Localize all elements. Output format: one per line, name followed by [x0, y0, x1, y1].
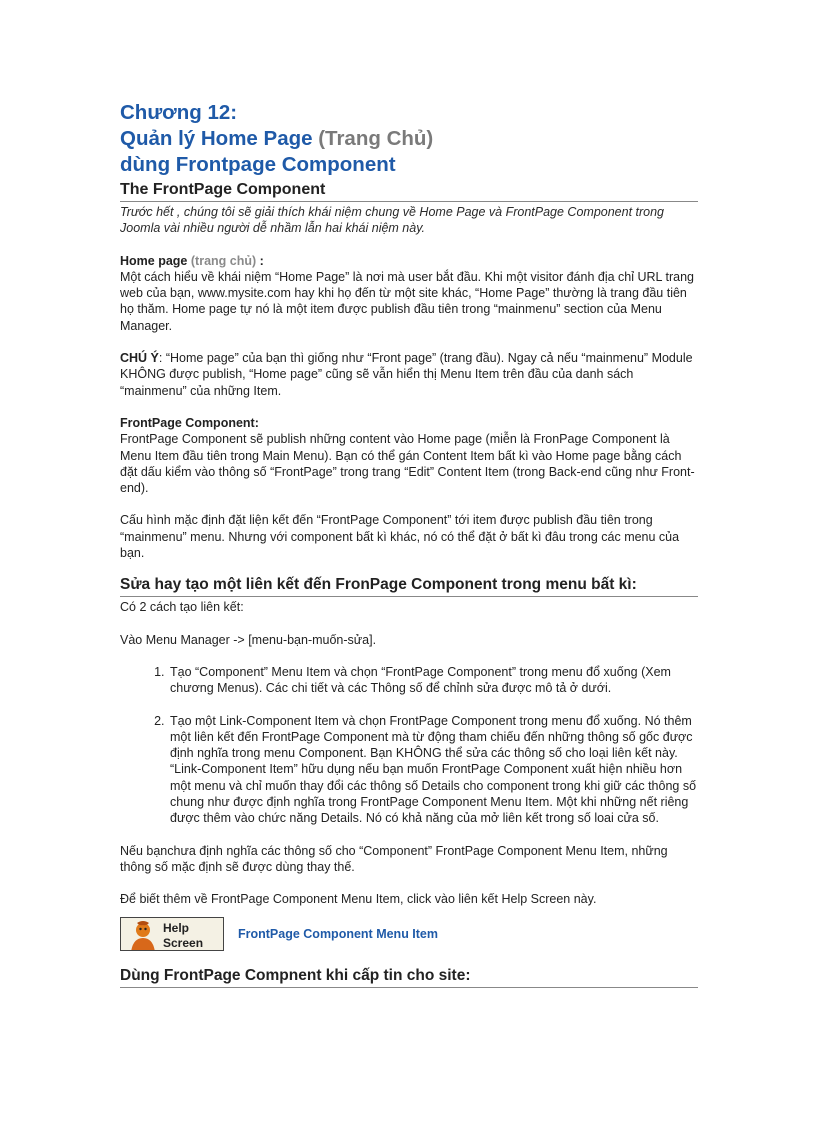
chapter-title-main: Quản lý Home Page	[120, 127, 313, 150]
help-screen-button[interactable]	[120, 917, 224, 951]
help-person-icon	[127, 920, 159, 951]
list-item: 1. Tạo “Component” Menu Item và chọn “FrontPage Component” trong menu đổ xuống (Xem chương Menus). Các chi tiết và các Thông số để chỉnh sửa được mô tả ở dưới.	[168, 664, 698, 697]
note-paragraph: CHÚ Ý: “Home page” của bạn thì giống như “Front page” (trang đầu). Ngay cả nếu “mainmenu” Module KHÔNG được publish, “Home page” cũng sẽ vẫn hiển thị Menu Item trên đầu của danh sách “mainmenu” của những Item.	[120, 351, 693, 398]
default-params-paragraph: Nếu bạnchưa định nghĩa các thông số cho “Component” FrontPage Component Menu Item, những thông số mặc định sẽ được dùng thay thế.	[120, 843, 668, 874]
frontpage-component-label: FrontPage Component:	[120, 415, 259, 430]
config-paragraph: Cấu hình mặc định đặt liện kết đến “FrontPage Component” tới item được publish đầu tiên trong “mainmenu” menu. Nhưng với component bất kì khác, nó có thể đặt ở bất kì đâu trong các menu của bạn.	[120, 513, 680, 561]
home-page-paragraph: Một cách hiểu về khái niệm “Home Page” là nơi mà user bắt đầu. Khi một visitor đánh địa chỉ URL trang web của bạn, www.mysite.com hay khi họ đến từ một site khác, “Home Page” thường là trang đầu tiên họ thăm. Home page tự nó là một item được publish đầu tiên trong “mainmenu” section của Menu Manager.	[120, 269, 694, 333]
chapter-title-paren: (Trang Chủ)	[318, 127, 434, 150]
chapter-number: Chương 12:	[120, 101, 238, 124]
more-info-link[interactable]: FrontPage Component Menu Item	[211, 892, 401, 907]
section-heading-edit-link: Sửa hay tạo một liên kết đến FronPage Component trong menu bất kì:	[120, 575, 698, 597]
ways-intro: Có 2 cách tạo liên kết:	[120, 600, 244, 615]
intro-paragraph: Trước hết , chúng tôi sẽ giải thích khái niệm chung về Home Page và FrontPage Component trong Joomla vài nhiều người dễ nhầm lẫn hai khái niệm này.	[120, 205, 665, 236]
help-screen-row	[120, 916, 698, 952]
steps-list	[120, 664, 698, 827]
section-heading-use-frontpage: Dùng FrontPage Compnent khi cấp tin cho site:	[120, 966, 698, 988]
more-info-paragraph: Để biết thêm về FrontPage Component Menu Item, click vào liên kết Help Screen này.	[120, 892, 597, 907]
chapter-title-line3: dùng Frontpage Component	[120, 153, 396, 176]
note-label: CHÚ Ý	[120, 351, 159, 366]
help-label: Help	[163, 920, 190, 935]
document-page	[120, 100, 698, 988]
frontpage-component-paragraph: FrontPage Component sẽ publish những content vào Home page (miễn là FronPage Component là Menu Item đầu tiên trong Main Menu). Bạn có thể gán Content Item bất kì vào Home page bằng cách đặt dấu kiểm vào thông số “FrontPage” trong trang “Edit” Content Item (trong Back-end cũng như Front-end).	[120, 432, 695, 496]
list-item: 2. Tạo một Link-Component Item và chọn FrontPage Component trong menu đổ xuống. Nó thêm một liên kết đến FrontPage Component mà từ động tham chiếu đến những thông số gốc được định nghĩa trong menu Component. Bạn KHÔNG thể sửa các thông số cho loại liên kết này. “Link-Component Item” hữu dụng nếu bạn muốn FrontPage Component xuất hiện nhiều hơn một menu và chỉ muốn thay đổi các thông số Details cho component trong khi giữ các thông số chung như được định nghĩa trong FrontPage Component Menu Item. Một khi những nết riêng được thêm vào chức năng Details. Nó có khả năng của mở liên kết trong số loai cửa số.	[168, 713, 698, 827]
section-heading-frontpage-component: The FrontPage Component	[120, 180, 698, 202]
screen-label: Screen	[163, 935, 204, 950]
menu-manager-path: Vào Menu Manager -> [menu-bạn-muốn-sửa].	[120, 632, 377, 647]
chapter-title	[120, 100, 698, 178]
frontpage-menu-item-link[interactable]: FrontPage Component Menu Item	[238, 926, 438, 941]
home-page-label: Home page (trang chủ) :	[120, 253, 264, 268]
